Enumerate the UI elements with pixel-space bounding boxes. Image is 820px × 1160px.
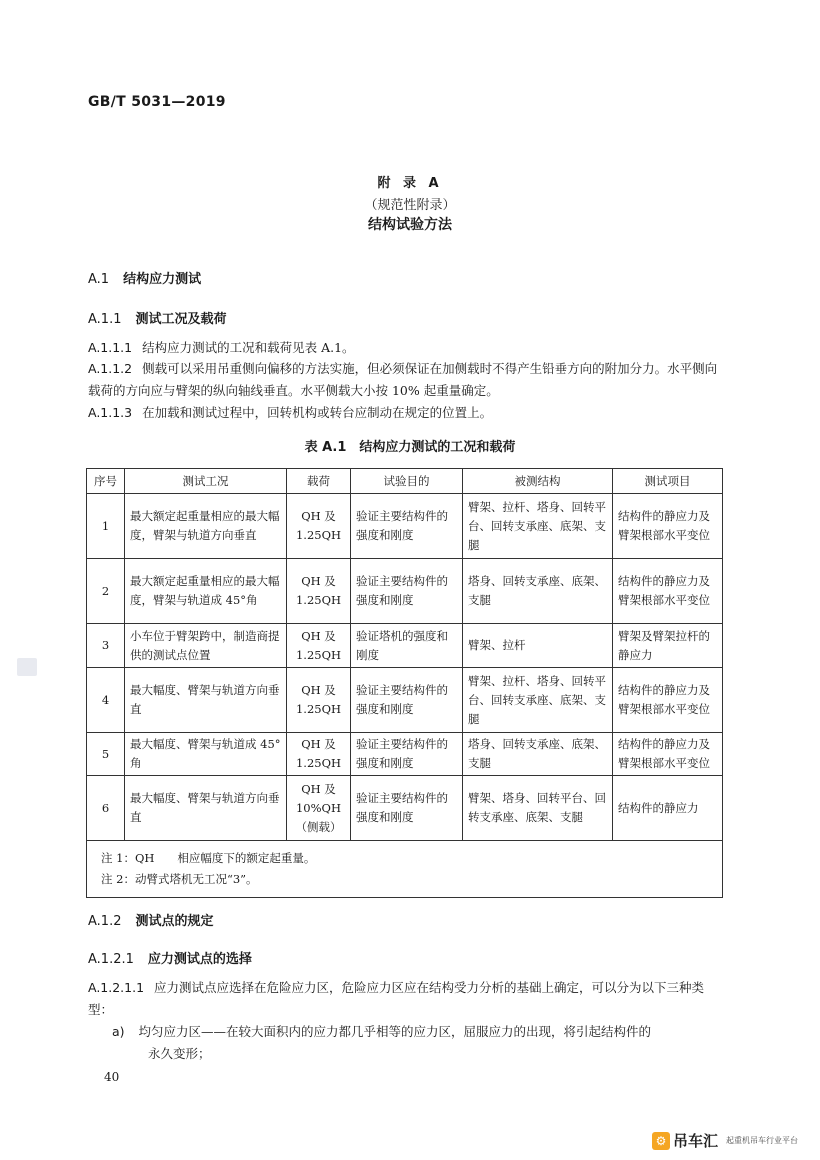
column-header: 测试工况 xyxy=(125,469,287,494)
clause-a1211 xyxy=(88,977,724,1021)
table-cell: QH 及 1.25QH xyxy=(287,559,351,624)
table-cell: 4 xyxy=(87,668,125,733)
section-a121-heading xyxy=(88,948,252,967)
logo-tagline: 起重机吊车行业平台 xyxy=(726,1136,799,1145)
column-header: 序号 xyxy=(87,469,125,494)
table-cell: 结构件的静应力及臂架根部水平变位 xyxy=(613,559,723,624)
table-note: 注 1：QH 相应幅度下的额定起重量。 xyxy=(101,851,316,865)
table-cell: 3 xyxy=(87,624,125,668)
table-cell: 结构件的静应力及臂架根部水平变位 xyxy=(613,733,723,776)
table-cell: 结构件的静应力及臂架根部水平变位 xyxy=(613,494,723,559)
clause-text: 在加载和测试过程中，回转机构或转台应制动在规定的位置上。 xyxy=(142,405,493,420)
section-title: 测试工况及载荷 xyxy=(135,312,227,327)
section-number: A.1.1 xyxy=(88,312,122,327)
column-header: 测试项目 xyxy=(613,469,723,494)
clause-text: 结构应力测试的工况和载荷见表 A.1。 xyxy=(142,340,355,355)
table-cell: 塔身、回转支承座、底架、支腿 xyxy=(463,733,613,776)
table-row xyxy=(87,559,723,624)
section-number: A.1.2.1 xyxy=(88,952,134,967)
table-caption: 表 A.1 结构应力测试的工况和载荷 xyxy=(304,440,516,455)
appendix-name: 结构试验方法 xyxy=(368,217,452,233)
table-cell: 结构件的静应力 xyxy=(613,776,723,841)
watermark-logo xyxy=(652,1130,798,1151)
logo-name: 吊车汇 xyxy=(673,1132,719,1150)
table-cell: QH 及 10%QH （侧载） xyxy=(287,776,351,841)
section-title: 测试点的规定 xyxy=(135,914,214,929)
table-cell: 最大额定起重量相应的最大幅度，臂架与轨道方向垂直 xyxy=(125,494,287,559)
section-title: 结构应力测试 xyxy=(123,272,202,287)
section-number: A.1.2 xyxy=(88,914,122,929)
table-cell: 塔身、回转支承座、底架、支腿 xyxy=(463,559,613,624)
clause-a113 xyxy=(88,402,724,424)
table-row xyxy=(87,733,723,776)
table-notes xyxy=(87,841,723,898)
table-cell: 验证主要结构件的强度和刚度 xyxy=(351,559,463,624)
clause-number: A.1.1.1 xyxy=(88,340,133,355)
table-cell: 最大幅度、臂架与轨道成 45°角 xyxy=(125,733,287,776)
table-notes-row xyxy=(87,841,723,898)
table-row xyxy=(87,668,723,733)
crane-icon: ⚙ xyxy=(652,1132,670,1150)
clause-text: 应力测试点应选择在危险应力区，危险应力区应在结构受力分析的基础上确定，可以分为以下三种类型： xyxy=(88,980,705,1017)
clause-number: A.1.1.2 xyxy=(88,361,133,376)
table-cell: 结构件的静应力及臂架根部水平变位 xyxy=(613,668,723,733)
clause-a112 xyxy=(88,358,724,402)
table-cell: 最大幅度、臂架与轨道方向垂直 xyxy=(125,668,287,733)
table-header-row xyxy=(87,469,723,494)
table-cell: 臂架、拉杆、塔身、回转平台、回转支承座、底架、支腿 xyxy=(463,668,613,733)
table-cell: 最大额定起重量相应的最大幅度，臂架与轨道成 45°角 xyxy=(125,559,287,624)
table-cell: 臂架、塔身、回转平台、回转支承座、底架、支腿 xyxy=(463,776,613,841)
table-cell: 5 xyxy=(87,733,125,776)
table-cell: QH 及 1.25QH xyxy=(287,624,351,668)
table-cell: 6 xyxy=(87,776,125,841)
table-row xyxy=(87,494,723,559)
clause-a111 xyxy=(88,337,724,359)
table-cell: 臂架、拉杆 xyxy=(463,624,613,668)
table-row xyxy=(87,776,723,841)
table-cell: 验证塔机的强度和刚度 xyxy=(351,624,463,668)
section-a1-heading xyxy=(88,268,201,287)
appendix-title: 附 录 A xyxy=(377,176,443,191)
table-cell: QH 及 1.25QH xyxy=(287,733,351,776)
section-title: 应力测试点的选择 xyxy=(147,952,252,967)
list-label: a) xyxy=(112,1024,125,1039)
table-cell: 臂架、拉杆、塔身、回转平台、回转支承座、底架、支腿 xyxy=(463,494,613,559)
table-cell: 2 xyxy=(87,559,125,624)
section-number: A.1 xyxy=(88,272,110,287)
load-conditions-table xyxy=(86,468,723,898)
list-item-a xyxy=(112,1021,724,1043)
table-cell: 验证主要结构件的强度和刚度 xyxy=(351,733,463,776)
clause-text: 侧载可以采用吊重侧向偏移的方法实施，但必须保证在加侧载时不得产生铅垂方向的附加分力。水平侧向载荷的方向应与臂架的纵向轴线垂直。水平侧载大小按 10% 起重量确定。 xyxy=(88,361,718,398)
page-number: 40 xyxy=(104,1070,120,1084)
clause-number: A.1.2.1.1 xyxy=(88,980,145,995)
table-row xyxy=(87,624,723,668)
standard-code: GB/T 5031—2019 xyxy=(88,94,226,110)
list-item-a-continuation: 永久变形； xyxy=(148,1046,211,1061)
table-cell: 验证主要结构件的强度和刚度 xyxy=(351,668,463,733)
column-header: 载荷 xyxy=(287,469,351,494)
table-cell: 臂架及臂架拉杆的静应力 xyxy=(613,624,723,668)
table-cell: 小车位于臂架跨中，制造商提供的测试点位置 xyxy=(125,624,287,668)
table-cell: 最大幅度、臂架与轨道方向垂直 xyxy=(125,776,287,841)
column-header: 被测结构 xyxy=(463,469,613,494)
section-a12-heading xyxy=(88,910,214,929)
appendix-nature: （规范性附录） xyxy=(364,198,456,213)
table-cell: QH 及 1.25QH xyxy=(287,668,351,733)
table-cell: QH 及 1.25QH xyxy=(287,494,351,559)
table-cell: 1 xyxy=(87,494,125,559)
side-tab-marker xyxy=(17,658,37,676)
list-text: 均匀应力区——在较大面积内的应力都几乎相等的应力区，屈服应力的出现，将引起结构件的 xyxy=(138,1024,652,1039)
section-a11-heading xyxy=(88,308,227,327)
table-note: 注 2：动臂式塔机无工况“3”。 xyxy=(101,872,258,886)
table-cell: 验证主要结构件的强度和刚度 xyxy=(351,776,463,841)
column-header: 试验目的 xyxy=(351,469,463,494)
table-cell: 验证主要结构件的强度和刚度 xyxy=(351,494,463,559)
clause-number: A.1.1.3 xyxy=(88,405,133,420)
